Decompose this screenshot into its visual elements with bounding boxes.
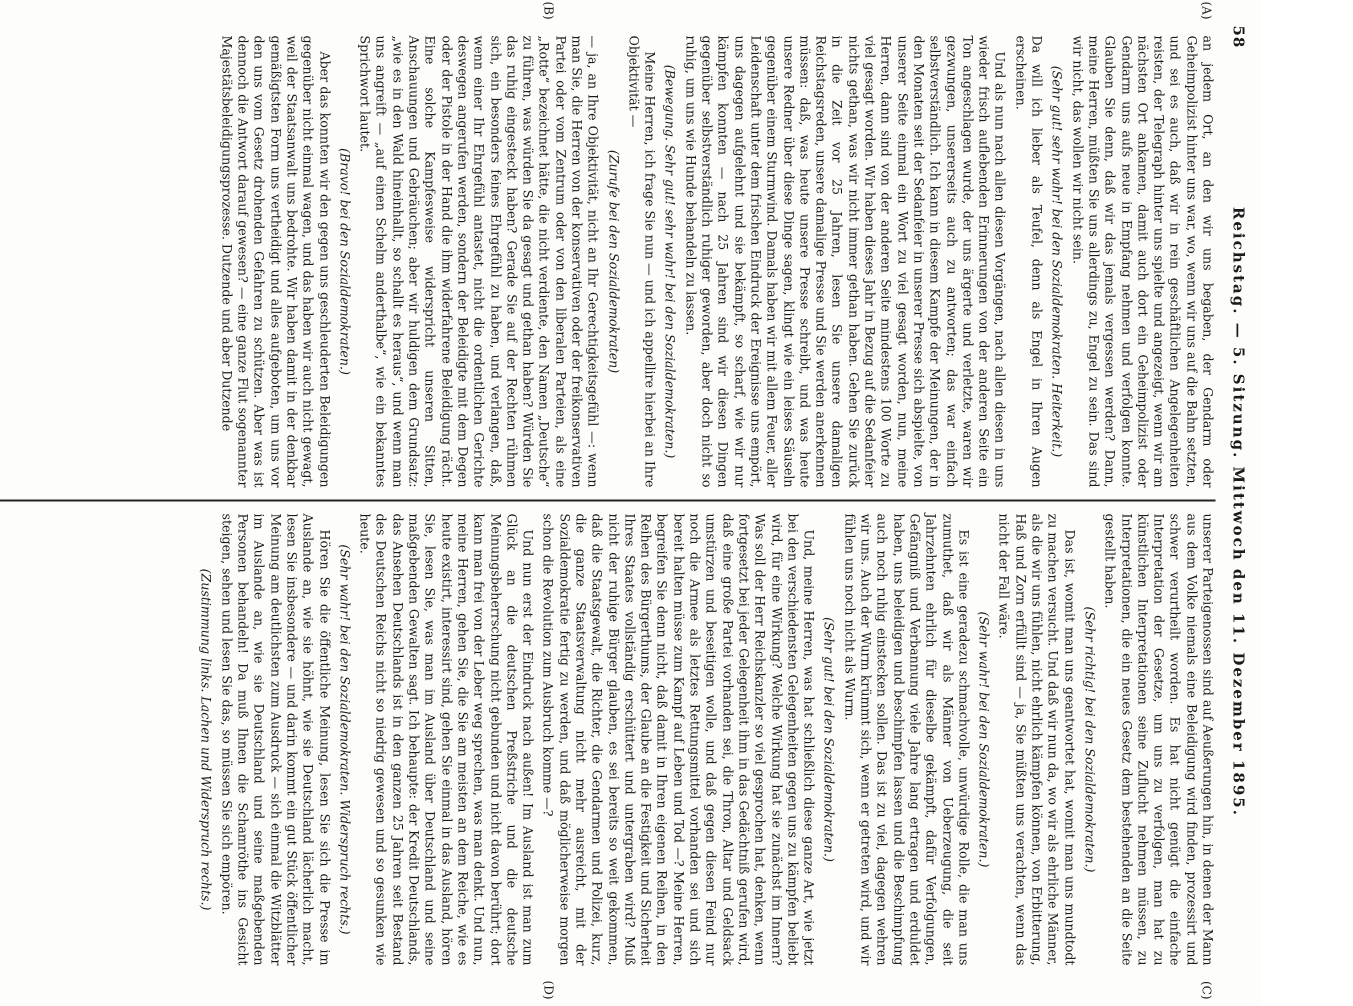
stage-direction: (Sehr gut! bei den Sozialdemokraten.) xyxy=(821,617,837,862)
speech-paragraph: Und als nun nach allen diesen Vorgängen, nach allen diesen in uns wieder frisch auflebenden Erinnerungen von der anderen Seite ein Ton angeschlagen wurde, der uns ärgerte und verletzte, waren wir gezwungen, unsererseits auch zu antworten; das war einfach selbstverständlich. Ich kann in diesem Kampfe der Meinungen, der in den Monaten seit der Sedanfeier in unserer Presse sich abspielte, von unserer Seite einmal ein Wort zu viel gesagt worden, nun, meine Herren, dann sind von der anderen Seite mindestens 100 Worte zu viel gesagt worden. Wir haben dieses Jahr in Bezug auf die Sedanfeier nichts gethan, was wir nicht immer gethan haben. Gehen Sie zurück in die Zeit vor 25 Jahren, lesen Sie unsere damaligen Reichstagsreden, unsere damalige Presse und Sie werden anerkennen müssen: daß, was heute unsere Presse schreibt, und was heute unsere Redner über diese Dinge sagen, klingt wie ein leises Säuseln gegenüber einem Sturmwind. Damals haben wir mit allem Feuer, aller Leidenschaft unter dem frischen Eindruck der Ereignisse uns empört, uns dagegen aufgelehnt und sie bekämpft, so scharf, wie wir nur kämpfen konnten — nach 25 Jahren sind wir diesen Dingen gegenüber selbstverständlich ruhiger geworden, aber doch nicht so ruhig, um uns wie Hunde behandeln zu lassen. xyxy=(683,35,1008,488)
stage-direction: (Sehr richtig! bei den Sozialdemokraten.) xyxy=(1082,606,1098,873)
speech-paragraph: Und, meine Herren, was hat schließlich diese ganze Art, wie jetzt bei den verschiedensten Gelegenheiten gegen uns zu kämpfen beliebt wird, für eine Wirkung? Welche Wirkung hat sie zunächst im Innern? Was soll der Herr Reichskanzler so viel gesprochen hat, denken, wenn fortgesetzt bei jeder Gelegenheit ihm in das Gedächtniß gerufen wird, daß eine große Partei vorhanden sei, die Thron, Altar und Geldsack umstürzen und beseitigen wolle, und daß gegen diesen Feind nur noch die Armee als letztes Rettungsmittel vorhanden sei und sich bereit halten müsse zum Kampf auf Leben und Tod —? Meine Herren, begreifen Sie denn nicht, daß damit in Ihren eigenen Reihen, in den Reihen des Bürgerthums, der Glaube an die Festigkeit und Sicherheit Ihres Staates vollständig erschüttert und untergraben wird? Muß nicht der ruhige Bürger glauben, es sei bereits so weit gekommen, daß die Staatsgewalt, die Richter, die Gendarmen und Polizei, kurz, die ganze Staatsverwaltung nicht mehr ausreicht, mit der Sozialdemokratie fertig zu werden, und daß möglicherweise morgen schon die Revolution zum Ausbruch komme —? xyxy=(540,513,817,966)
speech-paragraph: Da will ich lieber als Teufel, denn als Engel in Ihren Augen erscheinen. xyxy=(1013,35,1045,488)
stage-direction: (Zustimmung links. Lachen und Widerspruch rechts.) xyxy=(198,568,214,911)
right-column xyxy=(0,504,1216,976)
left-column xyxy=(0,26,1216,498)
margin-marker-d: (D) xyxy=(541,980,556,1000)
stage-direction: (Sehr wahr! bei den Sozialdemokraten. Widerspruch rechts.) xyxy=(337,544,353,935)
text-columns xyxy=(0,26,1216,976)
column-divider xyxy=(0,500,1216,502)
running-head: Reichstag. — 5. Sitzung. Mittwoch den 11. Dezember 1895. xyxy=(1229,206,1248,817)
speech-paragraph: — ja, an Ihre Objektivität, nicht an Ihr Gerechtigkeitsgefühl —: wenn man Sie, die Herren von der konservativen oder der freikonservativen Partei oder vom Zentrum oder von den liberalen Parteien, als eine „Rotte“ bezeichnet hätte, die nicht verdiente, den Namen „Deutsche“ zu führen, was würden Sie da gesagt und gethan haben? Würden Sie das ruhig eingesteckt haben? Gerade Sie auf der Rechten rühmen sich, ein besonders feines Ehrgefühl zu haben, und verlangen, daß, wenn einer Ihr Ehrgefühl antastet, nicht die ordentlichen Gerichte deswegen angerufen werden, sondern der Beleidigte mit dem Degen oder der Pistole in der Hand die ihm widerfahrene Beleidigung rächt. Eine solche Kampfesweise widerspricht unseren Sitten, Anschauungen und Gebräuchen; aber wir huldigen dem Grundsatz: „wie es in den Wald hineinhallt, so schallt es heraus“, und wenn man uns angreift — „auf einen Schelm anderthalbe“, wie ein bekanntes Sprichwort lautet. xyxy=(357,35,601,488)
stage-direction: (Bravo! bei den Sozialdemokraten.) xyxy=(337,148,353,375)
page-number: 58 xyxy=(1229,25,1248,49)
speech-paragraph: Meine Herren, ich frage Sie nun — und ich appellire hierbei an Ihre Objektivität — xyxy=(626,35,658,488)
page-header xyxy=(1226,26,1252,976)
stage-direction: (Bewegung. Sehr gut! sehr wahr! bei den Sozialdemokraten.) xyxy=(663,64,678,459)
stage-direction: (Sehr gut! sehr wahr! bei den Sozialdemokraten. Heiterkeit.) xyxy=(1049,65,1065,458)
speech-paragraph: Und nun erst der Eindruck nach außen! Im Ausland ist man zum Glück an die deutschen Preßstriche und die deutsche Meinungsbeherrschung nicht gebunden und nicht davon berührt; dort kann man frei von der Leber weg sprechen, was man denkt. Und nun, meine Herren, gehen Sie, die Sie am meisten an dem Reiche, wie es heute existirt, interessirt sind, gehen Sie einmal in das Ausland, hören Sie, lesen Sie, was man im Ausland über Deutschland und seine maßgebenden Gewalten sagt. Ich behaupte: der Kredit Deutschlands, das Ansehen Deutschlands ist in den ganzen 25 Jahren seit Bestand des Deutschen Reichs nicht so niedrig gewesen und so gesunken wie heute. xyxy=(357,513,536,966)
speech-paragraph: Das ist, womit man uns geantwortet hat, womit man uns mundtodt zu machen versucht. Und daß wir nun da, wo wir als ehrliche Männer, als die wir uns fühlen, nicht ehrlich kämpfen können, von Erbitterung, Haß und Zorn erfüllt sind — ja, Sie müßten uns verachten, wenn das nicht der Fall wäre. xyxy=(996,513,1078,966)
margin-marker-b: (B) xyxy=(541,1,556,20)
margin-marker-c: (C) xyxy=(1199,980,1214,1000)
speech-paragraph: Hören Sie die öffentliche Meinung, lesen Sie sich die Presse im Auslande an, wie sie höhnt, wie sie Deutschland lächerlich macht, lesen Sie insbesondere — und darin kommt ein gut Stück öffentlicher Meinung am deutlichsten zum Ausdruck — sich einmal die Witzblätter im Auslande an, wie sie Deutschland und seine maßgebenden Personen behandeln! Da muß Ihnen die Schamröthe ins Gesicht steigen, sehen und lesen Sie das, so müssen Sie sich empören. xyxy=(219,513,333,966)
speech-paragraph: Aber das konnten wir den gegen uns geschleuderten Beleidigungen gegenüber nicht einmal wagen, und das haben wir auch nicht gewagt, weil der Staatsanwalt uns bedrohte. Wir haben damit in der denkbar gemäßigtsten Form uns vertheidigt und alles aufgeboten, um uns vor den uns vom Gesetz drohenden Gefahren zu schützen. Aber was ist dennoch die Antwort darauf gewesen? — eine ganze Flut sogenannter Majestätsbeleidigungsprozesse. Dutzende und aber Dutzende xyxy=(219,35,333,488)
margin-marker-a: (A) xyxy=(1199,1,1214,20)
speech-paragraph: unserer Parteigenossen sind auf Aeußerungen hin, in denen der Mann aus dem Volke niemals eine Beleidigung wird finden, prozessirt und schwer verurtheilt worden. Es hat nicht genügt die einfache Interpretation der Gesetze, um uns zu verfolgen, man hat zu künstlichen Interpretationen seine Zuflucht nehmen müssen, zu Interpretationen, die ein neues Gesetz dem bestehenden an die Seite gestellt haben. xyxy=(1102,513,1216,966)
speech-paragraph: Es ist eine geradezu schmachvolle, unwürdige Rolle, die man uns zumuthet, daß wir als Männer von Ueberzeugung, die seit Jahrzehnten ehrlich für dieselbe gekämpft, dafür Verfolgungen, Gefängniß und Verbannung viele Jahre lang ertragen und erduldet haben, uns beleidigen und beschimpfen lassen und die Beschimpfung auch noch ruhig einstecken sollen. Das ist zu viel, dagegen wehren wir uns. Auch der Wurm krümmt sich, wenn er getreten wird, und wir fühlen uns noch nicht als Wurm. xyxy=(842,513,972,966)
stage-direction: (Sehr wahr! bei den Sozialdemokraten.) xyxy=(976,611,992,868)
speech-paragraph: an jedem Ort, an den wir uns begaben, der Gendarm oder Geheimpolizist hinter uns war, wo, wenn wir uns auf die Bahn setzten, und sei es auch, daß wir in rein geschäftlichen Angelegenheiten reisten, der Telegraph hinter uns spielte und angezeigt, wenn wir am nächsten Ort ankamen, damit auch dort ein Geheimpolizist oder Gendarm uns aufs neue in Empfang nehmen und verfolgen konnte. Glauben Sie denn, daß wir das jemals vergessen werden? Dann, meine Herren, müßten Sie uns allerdings zu, Engel zu sein. Das sind wir nicht, das wollen wir nicht sein. xyxy=(1070,35,1216,488)
stage-direction: (Zurufe bei den Sozialdemokraten) xyxy=(606,149,622,374)
